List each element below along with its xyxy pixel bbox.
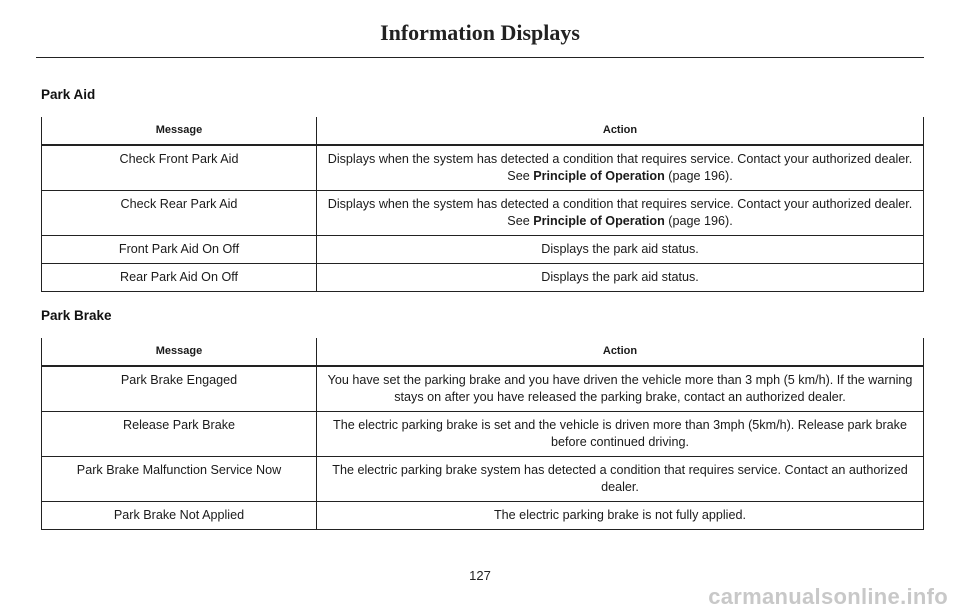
park-brake-table xyxy=(41,338,924,530)
park-brake-heading: Park Brake xyxy=(41,308,112,323)
action-text: Displays when the system has detected a condition that requires service. Contact your authorized dealer. See xyxy=(327,152,913,183)
page-number: 127 xyxy=(469,568,491,583)
table-row xyxy=(42,191,924,236)
action-cell xyxy=(317,145,924,191)
park-aid-heading: Park Aid xyxy=(41,87,96,102)
action-cell: Displays the park aid status. xyxy=(317,236,924,264)
watermark: carmanualsonline.info xyxy=(708,584,948,609)
column-header-action: Action xyxy=(317,338,924,366)
column-header-message: Message xyxy=(42,338,317,366)
action-cell xyxy=(317,191,924,236)
table-row xyxy=(42,366,924,412)
message-cell: Rear Park Aid On Off xyxy=(42,264,317,292)
cross-reference-link[interactable]: Principle of Operation xyxy=(533,214,665,228)
message-cell: Check Front Park Aid xyxy=(42,145,317,191)
action-cell: The electric parking brake is not fully applied. xyxy=(317,502,924,530)
message-cell: Park Brake Not Applied xyxy=(42,502,317,530)
table-row xyxy=(42,145,924,191)
table-header-row xyxy=(42,117,924,145)
message-cell: Park Brake Malfunction Service Now xyxy=(42,457,317,502)
page-reference: (page 196). xyxy=(664,214,733,228)
table-row xyxy=(42,412,924,457)
table-header-row xyxy=(42,338,924,366)
action-cell: Displays the park aid status. xyxy=(317,264,924,292)
message-cell: Park Brake Engaged xyxy=(42,366,317,412)
action-text: Displays when the system has detected a condition that requires service. Contact your authorized dealer. See xyxy=(327,197,913,228)
title-divider xyxy=(36,57,924,58)
action-cell: You have set the parking brake and you have driven the vehicle more than 3 mph (5 km/h). If the warning stays on after you have released the parking brake, contact an authorized dealer. xyxy=(317,366,924,412)
table-row xyxy=(42,502,924,530)
table-row xyxy=(42,457,924,502)
page-title: Information Displays xyxy=(380,20,580,45)
message-cell: Front Park Aid On Off xyxy=(42,236,317,264)
park-aid-table xyxy=(41,117,924,292)
table-row xyxy=(42,236,924,264)
action-cell: The electric parking brake system has detected a condition that requires service. Contact an authorized dealer. xyxy=(317,457,924,502)
column-header-message: Message xyxy=(42,117,317,145)
page-reference: (page 196). xyxy=(664,169,733,183)
column-header-action: Action xyxy=(317,117,924,145)
cross-reference-link[interactable]: Principle of Operation xyxy=(533,169,665,183)
table-row xyxy=(42,264,924,292)
action-cell: The electric parking brake is set and the vehicle is driven more than 3mph (5km/h). Release park brake before continued driving. xyxy=(317,412,924,457)
message-cell: Release Park Brake xyxy=(42,412,317,457)
message-cell: Check Rear Park Aid xyxy=(42,191,317,236)
